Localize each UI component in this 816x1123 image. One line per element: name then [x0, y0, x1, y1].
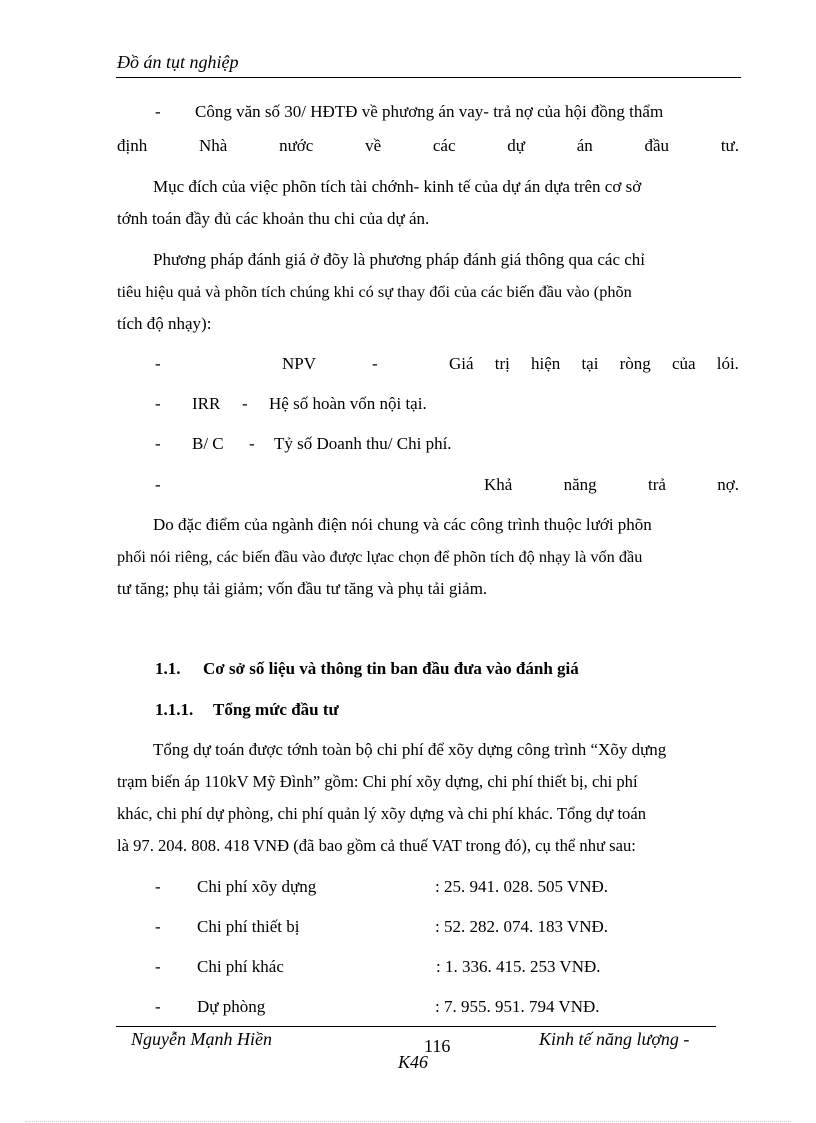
cost-item	[117, 915, 739, 939]
section-heading	[117, 657, 739, 681]
cost-value: : 52. 282. 074. 183 VNĐ.	[435, 917, 608, 936]
bullet-dash: -	[155, 877, 161, 896]
page-boundary	[25, 1121, 791, 1122]
word: tại	[581, 354, 599, 373]
word: của	[671, 354, 696, 373]
indicator-bc	[117, 432, 739, 456]
paragraph-5-text: Tổng dự toán được tớnh toàn bộ chi phí để xõy dựng công trình “Xõy dựng	[153, 740, 667, 759]
cost-item	[117, 875, 739, 899]
bullet-dash: -	[155, 354, 161, 373]
subsection-number: 1.1.1.	[155, 700, 194, 719]
word: đầu	[644, 136, 670, 155]
paragraph-3-line-1	[117, 248, 739, 272]
cost-item	[117, 995, 739, 1019]
paragraph-4-line-1	[117, 513, 739, 537]
word: định	[117, 136, 148, 155]
header-rule	[116, 77, 741, 78]
paragraph-3-line-3	[117, 312, 739, 336]
word: nước	[279, 136, 314, 155]
indicator-desc	[449, 352, 739, 376]
paragraph-2-line-2	[117, 207, 739, 231]
footer-department: Kinh tế năng lượng -	[539, 1029, 690, 1049]
paragraph-5-line-3	[117, 802, 739, 826]
paragraph-3-text: Phương pháp đánh giá ở đõy là phương pháp đánh giá thông qua các chỉ	[153, 250, 646, 269]
paragraph-5-text: trạm biến áp 110kV Mỹ Đình” gồm: Chi phí xõy dựng, chi phí thiết bị, chi phí	[117, 772, 638, 791]
bullet-dash: -	[155, 997, 161, 1016]
paragraph-3-text: tích độ nhạy):	[117, 314, 212, 333]
paragraph-5-line-1	[117, 738, 739, 762]
word: về	[365, 136, 382, 155]
bullet-dash: -	[155, 957, 161, 976]
paragraph-5-text: khác, chi phí dự phòng, chi phí quản lý xõy dựng và chi phí khác. Tổng dự toán	[117, 804, 647, 823]
paragraph-5-line-2	[117, 770, 739, 794]
word: nợ.	[717, 475, 739, 494]
paragraph-4-line-3	[117, 577, 739, 601]
indicator-desc	[484, 473, 739, 497]
bullet-dash: -	[155, 475, 161, 494]
bullet-dash: -	[155, 434, 161, 453]
paragraph-1-line-2	[117, 134, 739, 158]
cost-label: Chi phí thiết bị	[197, 917, 300, 936]
bullet-dash: -	[155, 102, 161, 121]
separator-dash: -	[249, 434, 255, 453]
word: lói.	[716, 354, 739, 373]
word: hiện	[531, 354, 561, 373]
word: trị	[494, 354, 510, 373]
word: án	[576, 136, 593, 155]
indicator-npv	[117, 352, 739, 376]
cost-value: : 7. 955. 951. 794 VNĐ.	[435, 997, 600, 1016]
word: Giá	[449, 354, 474, 373]
paragraph-1-text: Công văn số 30/ HĐTĐ về phương án vay- trả nợ của hội đồng thẩm	[195, 102, 664, 121]
cost-label: Dự phòng	[197, 997, 266, 1016]
cost-item	[117, 955, 739, 979]
section-title: Cơ sở số liệu và thông tin ban đầu đưa vào đánh giá	[203, 659, 579, 678]
separator-dash: -	[242, 394, 248, 413]
paragraph-4-line-2	[117, 545, 739, 569]
footer-rule	[116, 1026, 716, 1027]
subsection-title: Tổng mức đầu tư	[213, 700, 339, 719]
word: năng	[563, 475, 597, 494]
paragraph-2-line-1	[117, 175, 739, 199]
word: Khả	[484, 475, 513, 494]
paragraph-3-text: tiêu hiệu quả và phõn tích chúng khi có sự thay đổi của các biến đầu vào (phõn	[117, 282, 632, 301]
paragraph-4-text: tư tăng; phụ tải giảm; vốn đầu tư tăng và phụ tải giảm.	[117, 579, 488, 598]
page-number: 116	[424, 1036, 451, 1056]
paragraph-1-line-1	[117, 100, 739, 124]
footer-class: K46	[398, 1052, 429, 1072]
bullet-dash: -	[155, 917, 161, 936]
indicator-code: IRR	[192, 394, 221, 413]
word: trả	[648, 475, 666, 494]
paragraph-3-line-2	[117, 280, 739, 304]
page-header-title: Đồ án tụt nghiệp	[117, 52, 239, 72]
cost-label: Chi phí khác	[197, 957, 284, 976]
cost-label: Chi phí xõy dựng	[197, 877, 317, 896]
paragraph-5-text: là 97. 204. 808. 418 VNĐ (đã bao gồm cả thuế VAT trong đó), cụ thể như sau:	[117, 836, 636, 855]
indicator-desc: Tỷ số Doanh thu/ Chi phí.	[274, 434, 452, 453]
word: ròng	[619, 354, 651, 373]
word: tư.	[720, 136, 739, 155]
word: dự	[507, 136, 525, 155]
word: Nhà	[198, 136, 228, 155]
indicator-debt	[117, 473, 739, 497]
subsection-heading	[117, 698, 739, 722]
indicator-code: B/ C	[192, 434, 224, 453]
separator-dash: -	[372, 354, 378, 373]
paragraph-2-text: Mục đích của việc phõn tích tài chớnh- kinh tế của dự án dựa trên cơ sở	[153, 177, 642, 196]
cost-value: : 1. 336. 415. 253 VNĐ.	[436, 957, 601, 976]
indicator-irr	[117, 392, 739, 416]
paragraph-4-text: phối nói riêng, các biến đầu vào được lựac chọn để phõn tích độ nhạy là vốn đầu	[117, 547, 643, 566]
word: các	[432, 136, 456, 155]
bullet-dash: -	[155, 394, 161, 413]
section-number: 1.1.	[155, 659, 181, 678]
paragraph-5-line-4	[117, 834, 739, 858]
cost-value: : 25. 941. 028. 505 VNĐ.	[435, 877, 608, 896]
indicator-code: NPV	[282, 354, 317, 373]
paragraph-2-text: tớnh toán đầy đủ các khoản thu chi của dự án.	[117, 209, 430, 228]
paragraph-4-text: Do đặc điểm của ngành điện nói chung và các công trình thuộc lưới phõn	[153, 515, 652, 534]
footer-author: Nguyễn Mạnh Hiền	[131, 1029, 272, 1049]
indicator-desc: Hệ số hoàn vốn nội tại.	[269, 394, 427, 413]
